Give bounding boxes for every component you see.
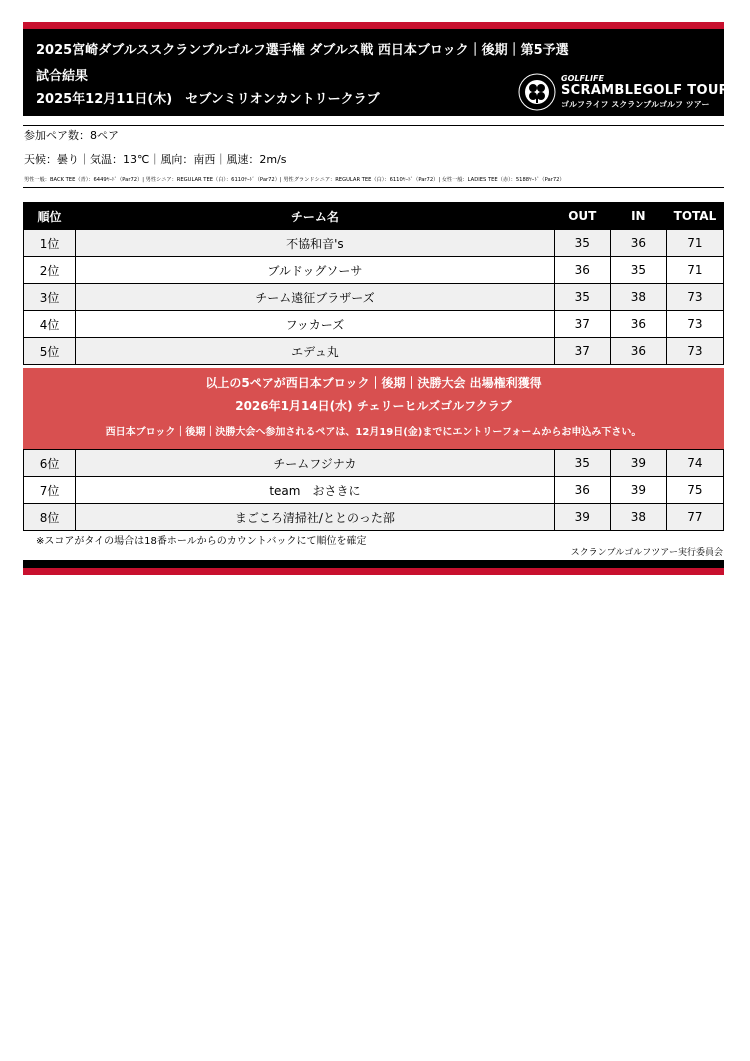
in-cell: 38 <box>610 504 666 531</box>
results-table-bottom <box>23 449 724 531</box>
table-row <box>24 284 724 311</box>
divider-mid <box>23 187 724 188</box>
total-cell: 71 <box>666 257 723 284</box>
in-cell: 39 <box>610 477 666 504</box>
team-cell: team おさきに <box>76 477 555 504</box>
out-cell: 39 <box>554 504 610 531</box>
table-row <box>24 450 724 477</box>
team-cell: まごころ清掃社/ととのった部 <box>76 504 555 531</box>
logo-main-text: SCRAMBLEGOLF TOUR <box>561 83 729 98</box>
total-cell: 71 <box>666 230 723 257</box>
rank-cell: 1位 <box>24 230 76 257</box>
rank-cell: 3位 <box>24 284 76 311</box>
out-cell: 36 <box>554 257 610 284</box>
header-panel <box>23 22 729 116</box>
logo-sub-text: ゴルフライフ スクランブルゴルフ ツアー <box>561 100 710 109</box>
total-cell: 73 <box>666 284 723 311</box>
result-label: 試合結果 <box>36 69 89 84</box>
in-cell: 38 <box>610 284 666 311</box>
total-cell: 75 <box>666 477 723 504</box>
out-cell: 35 <box>554 450 610 477</box>
banner-entry-notice: 西日本ブロック｜後期｜決勝大会へ参加されるペアは、12月19日(金)までにエントリーフォームからお申込み下さい。 <box>105 427 642 438</box>
team-cell: ブルドッグソーサ <box>76 257 555 284</box>
header-team: チーム名 <box>76 203 555 230</box>
in-cell: 35 <box>610 257 666 284</box>
qualification-banner <box>23 368 724 449</box>
tournament-title: 2025宮崎ダブルススクランブルゴルフ選手権 ダブルス戦 西日本ブロック｜後期｜第5予選 <box>36 43 569 58</box>
event-date-venue: 2025年12月11日(木) セブンミリオンカントリークラブ <box>36 92 380 107</box>
footer-black-bar <box>23 560 724 568</box>
in-cell: 39 <box>610 450 666 477</box>
out-cell: 35 <box>554 284 610 311</box>
divider-top <box>23 125 724 126</box>
total-cell: 77 <box>666 504 723 531</box>
total-cell: 73 <box>666 338 723 365</box>
header-red-bar <box>23 22 724 29</box>
organizer-name: スクランブルゴルフツアー実行委員会 <box>570 548 723 558</box>
header-rank: 順位 <box>24 203 76 230</box>
pair-count: 参加ペア数：8ペア <box>24 129 119 142</box>
footer-red-bar <box>23 568 724 575</box>
table-row <box>24 257 724 284</box>
banner-qualified-text: 以上の5ペアが西日本ブロック｜後期｜決勝大会 出場権利獲得 <box>205 376 542 390</box>
team-cell: チームフジナカ <box>76 450 555 477</box>
table-row <box>24 230 724 257</box>
rank-cell: 6位 <box>24 450 76 477</box>
team-cell: 不協和音's <box>76 230 555 257</box>
out-cell: 37 <box>554 338 610 365</box>
rank-cell: 2位 <box>24 257 76 284</box>
in-cell: 36 <box>610 311 666 338</box>
out-cell: 37 <box>554 311 610 338</box>
results-table-top <box>23 202 724 365</box>
in-cell: 36 <box>610 338 666 365</box>
out-cell: 35 <box>554 230 610 257</box>
banner-final-date: 2026年1月14日(水) チェリーヒルズゴルフクラブ <box>235 399 512 413</box>
scramblegolf-logo <box>517 72 729 112</box>
logo-brand-text: GOLFLIFE <box>561 74 604 83</box>
header-out: OUT <box>554 203 610 230</box>
rank-cell: 8位 <box>24 504 76 531</box>
in-cell: 36 <box>610 230 666 257</box>
header-in: IN <box>610 203 666 230</box>
table-row <box>24 311 724 338</box>
table-row <box>24 477 724 504</box>
table-header-row <box>24 203 724 230</box>
clover-emblem-icon <box>517 72 557 112</box>
total-cell: 73 <box>666 311 723 338</box>
total-cell: 74 <box>666 450 723 477</box>
out-cell: 36 <box>554 477 610 504</box>
table-row <box>24 504 724 531</box>
tee-info: 男性一般：BACK TEE（青）：6449ﾔｰﾄﾞ（Par72）| 男性シニア：REGULAR TEE（白）：6110ﾔｰﾄﾞ（Par72）| 男性グランドシニア：REGULAR TEE（白）：6110ﾔｰﾄﾞ（Par72）| 女性一般：LADIES TEE（赤）：5188ﾔｰﾄﾞ（Par72） <box>24 177 565 183</box>
team-cell: チーム遠征ブラザーズ <box>76 284 555 311</box>
rank-cell: 5位 <box>24 338 76 365</box>
team-cell: フッカーズ <box>76 311 555 338</box>
header-total: TOTAL <box>666 203 723 230</box>
rank-cell: 4位 <box>24 311 76 338</box>
tiebreak-note: ※スコアがタイの場合は18番ホールからのカウントバックにて順位を確定 <box>36 536 367 547</box>
rank-cell: 7位 <box>24 477 76 504</box>
weather-info: 天候：曇り｜気温：13℃｜風向：南西｜風速：2m/s <box>24 153 287 166</box>
table-row <box>24 338 724 365</box>
team-cell: エデュ丸 <box>76 338 555 365</box>
